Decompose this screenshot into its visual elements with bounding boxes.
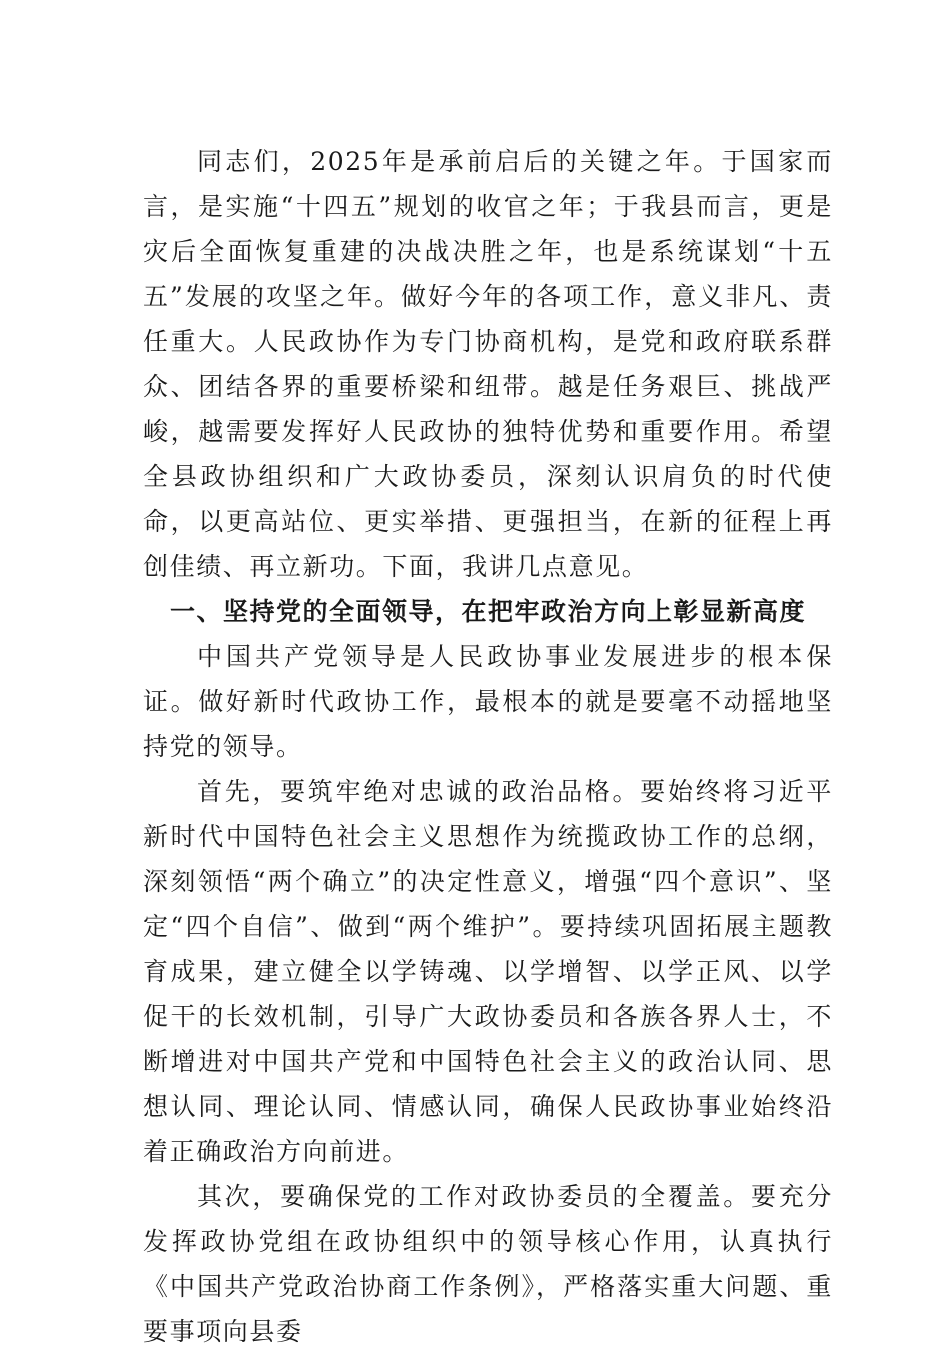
paragraph-first-point: 首先，要筑牢绝对忠诚的政治品格。要始终将习近平新时代中国特色社会主义思想作为统揽政协工作的总纲，深刻领悟“两个确立”的决定性意义，增强“四个意识”、坚定“四个自信”、做到“两个维护”。要持续巩固拓展主题教育成果，建立健全以学铸魂、以学增智、以学正风、以学促干的长效机制，引导广大政协委员和各族各界人士，不断增进对中国共产党和中国特色社会主义的政治认同、思想认同、理论认同、情感认同，确保人民政协事业始终沿着正确政治方向前进。 xyxy=(143,777,833,1166)
intro-paragraph-block xyxy=(143,139,833,1354)
section-heading-1: 一、坚持党的全面领导，在把牢政治方向上彰显新高度 xyxy=(170,597,807,626)
paragraph-party-leadership: 中国共产党领导是人民政协事业发展进步的根本保证。做好新时代政协工作，最根本的就是要毫不动摇地坚持党的领导。 xyxy=(143,642,833,761)
paragraph-opening: 同志们，2025年是承前启后的关键之年。于国家而言，是实施“十四五”规划的收官之年；于我县而言，更是灾后全面恢复重建的决战决胜之年，也是系统谋划“十五五”发展的攻坚之年。做好今年的各项工作，意义非凡、责任重大。人民政协作为专门协商机构，是党和政府联系群众、团结各界的重要桥梁和纽带。越是任务艰巨、挑战严峻，越需要发挥好人民政协的独特优势和重要作用。希望全县政协组织和广大政协委员，深刻认识肩负的时代使命，以更高站位、更实举措、更强担当，在新的征程上再创佳绩、再立新功。下面，我讲几点意见。 xyxy=(143,147,833,581)
paragraph-second-point: 其次，要确保党的工作对政协委员的全覆盖。要充分发挥政协党组在政协组织中的领导核心作用，认真执行《中国共产党政治协商工作条例》，严格落实重大问题、重要事项向县委 xyxy=(143,1182,833,1346)
